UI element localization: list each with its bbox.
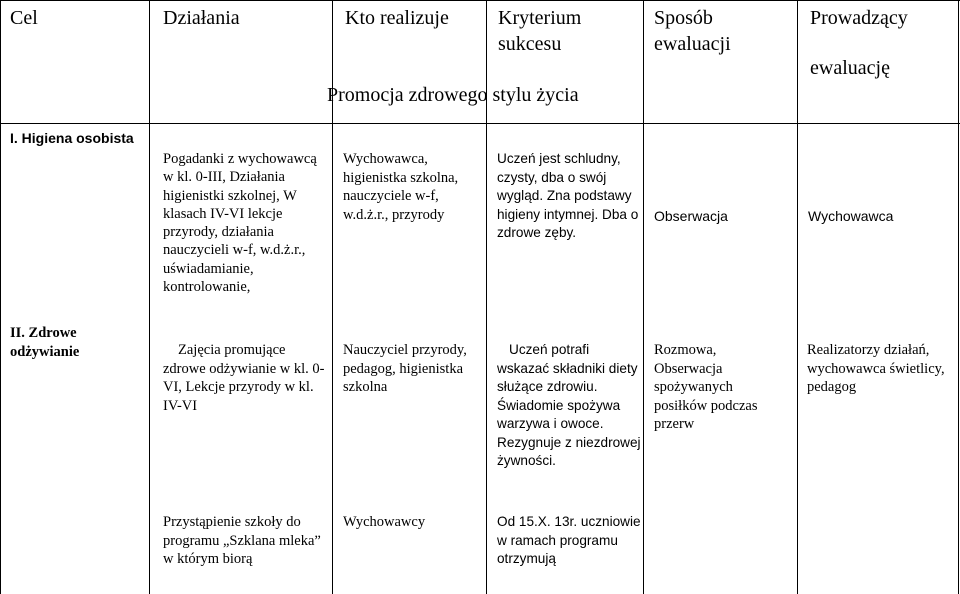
row2-prowadzacy: Realizatorzy działań, wychowawca świetlicy, pedagog	[807, 342, 945, 395]
header-ewaluacje: ewaluację	[810, 57, 890, 79]
row3-kto-realizuje: Wychowawcy	[343, 514, 426, 530]
header-kto-realizuje: Kto realizuje	[345, 7, 449, 29]
header-dzialania: Działania	[163, 7, 240, 29]
header-divider	[0, 123, 960, 124]
row2-cel: II. Zdrowe odżywianie	[10, 325, 80, 360]
row1-dzialania: Pogadanki z wychowawcą w kl. 0-III, Działania higienistki szkolnej, W klasach IV-VI lekcje przyrody, działania nauczycieli w-f, w.d.ż.r., uświadamianie, kontrolowanie,	[163, 151, 317, 296]
row3-kryterium: Od 15.X. 13r. uczniowie w ramach programu otrzymują	[497, 514, 641, 566]
table-right-border	[958, 0, 959, 594]
table-left-border	[0, 0, 1, 594]
header-prowadzacy: Prowadzący	[810, 7, 908, 29]
header-kryterium-sukcesu: Kryterium sukcesu	[498, 7, 582, 55]
table-top-border	[0, 0, 960, 1]
column-divider-1	[149, 0, 150, 594]
header-sposob-ewaluacji: Sposób ewaluacji	[654, 7, 731, 55]
row1-kto-realizuje: Wychowawca, higienistka szkolna, nauczyciele w-f, w.d.ż.r., przyrody	[343, 151, 459, 223]
row2-kto-realizuje: Nauczyciel przyrody, pedagog, higienistka szkolna	[343, 342, 467, 395]
row1-cel: I. Higiena osobista	[10, 130, 134, 146]
row2-kryterium: Uczeń potrafi wskazać składniki diety służące zdrowiu. Świadomie spożywa warzywa i owoce. Rezygnuje z niezdrowej żywności.	[497, 342, 641, 468]
row1-kryterium: Uczeń jest schludny, czysty, dba o swój wygląd. Zna podstawy higieny intymnej. Dba o zdrowe zęby.	[497, 151, 639, 240]
row1-sposob-ewaluacji: Obserwacja	[654, 208, 728, 224]
row2-dzialania: Zajęcia promujące zdrowe odżywianie w kl. 0-VI, Lekcje przyrody w kl. IV-VI	[163, 342, 325, 414]
column-divider-5	[797, 0, 798, 594]
row2-sposob-ewaluacji: Rozmowa, Obserwacja spożywanych posiłków podczas przerw	[654, 342, 758, 432]
row1-prowadzacy: Wychowawca	[808, 208, 894, 224]
row3-dzialania: Przystąpienie szkoły do programu „Szklana mleka” w którym biorą	[163, 514, 321, 567]
column-divider-4	[643, 0, 644, 594]
section-title: Promocja zdrowego stylu życia	[327, 84, 579, 106]
header-cel: Cel	[10, 7, 38, 29]
